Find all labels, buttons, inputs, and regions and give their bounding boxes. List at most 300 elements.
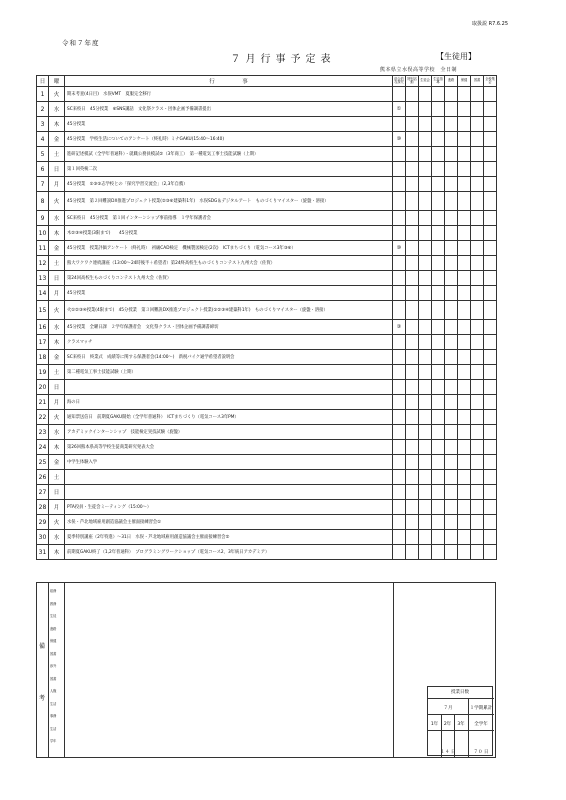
mark-cell	[406, 301, 419, 320]
mark-cell	[445, 192, 458, 211]
mark-cell	[471, 530, 484, 545]
mark-cell	[393, 286, 406, 301]
event-text: 第二種電気工事士技能試験（上期）	[65, 365, 393, 380]
table-row	[37, 530, 497, 545]
mark-cell	[484, 425, 497, 440]
day-number: 26	[37, 470, 49, 485]
day-of-week: 水	[49, 211, 65, 226]
mark-cell	[419, 470, 432, 485]
day-of-week: 金	[49, 350, 65, 365]
day-of-week: 月	[49, 286, 65, 301]
event-text: SC来校日 終業式 成績等に関する保護者会(14:00～) 新税バイク通学希望者説明会	[65, 350, 393, 365]
mark-cell	[393, 211, 406, 226]
mark-cell	[432, 256, 445, 271]
mark-cell	[419, 162, 432, 177]
col-mark-header: 進路	[445, 76, 458, 87]
day-number: 27	[37, 485, 49, 500]
day-of-week: 火	[49, 301, 65, 320]
mark-cell	[406, 271, 419, 286]
mark-cell	[458, 545, 471, 560]
mark-cell	[458, 335, 471, 350]
mark-cell	[419, 102, 432, 117]
mark-cell	[445, 530, 458, 545]
mark-cell	[471, 350, 484, 365]
table-row	[37, 286, 497, 301]
notes-header	[37, 583, 49, 757]
mark-cell	[458, 162, 471, 177]
event-text: 45分授業 第２回難説DX推進プロジェクト授業(②③⑥建築科1年) 水俣SDG＆デジタルアート ものづくりマイスター（旋盤・溶接）	[65, 192, 393, 211]
event-text: 45分授業	[65, 286, 393, 301]
day-number: 4	[37, 132, 49, 147]
mark-cell	[419, 241, 432, 256]
event-text	[65, 485, 393, 500]
count-grid-line	[428, 714, 494, 715]
mark-cell	[406, 117, 419, 132]
mark-cell	[458, 102, 471, 117]
mark-cell	[471, 380, 484, 395]
mark-cell	[393, 350, 406, 365]
table-row	[37, 256, 497, 271]
table-row	[37, 350, 497, 365]
mark-cell	[458, 425, 471, 440]
mark-cell	[419, 132, 432, 147]
table-row	[37, 410, 497, 425]
mark-cell	[484, 286, 497, 301]
day-of-week: 土	[49, 256, 65, 271]
mark-cell	[471, 440, 484, 455]
event-text: 中学生体験入学	[65, 455, 393, 470]
mark-cell	[432, 350, 445, 365]
mark-cell	[471, 410, 484, 425]
mark-cell	[445, 211, 458, 226]
day-of-week: 日	[49, 162, 65, 177]
mark-cell	[406, 470, 419, 485]
table-row	[37, 301, 497, 320]
mark-cell	[458, 132, 471, 147]
mark-cell	[419, 485, 432, 500]
mark-cell	[419, 335, 432, 350]
mark-cell	[445, 455, 458, 470]
day-of-week: 木	[49, 117, 65, 132]
table-header-row	[37, 76, 497, 87]
mark-cell	[445, 350, 458, 365]
mark-cell	[419, 350, 432, 365]
mark-cell	[406, 147, 419, 162]
mark-cell	[419, 545, 432, 560]
day-number: 16	[37, 320, 49, 335]
mark-cell	[471, 271, 484, 286]
table-row	[37, 117, 497, 132]
table-row	[37, 485, 497, 500]
notes-labels	[49, 583, 65, 757]
note-label: 生活	[50, 701, 57, 706]
mark-cell	[393, 425, 406, 440]
mark-cell	[406, 335, 419, 350]
mark-cell	[484, 515, 497, 530]
mark-cell	[406, 87, 419, 102]
col-mark-header: 生徒指導	[432, 76, 445, 87]
mark-cell	[432, 147, 445, 162]
day-number: 25	[37, 455, 49, 470]
mark-cell: ⑩	[393, 132, 406, 147]
mark-cell	[393, 500, 406, 515]
count-title: 授業日数	[451, 690, 469, 695]
day-of-week: 火	[49, 410, 65, 425]
mark-cell	[432, 335, 445, 350]
day-of-week: 水	[49, 320, 65, 335]
mark-cell	[406, 132, 419, 147]
mark-cell	[432, 211, 445, 226]
mark-cell	[419, 87, 432, 102]
audience-tag: 【生徒用】	[436, 52, 476, 61]
day-of-week: 日	[49, 380, 65, 395]
mark-cell	[393, 271, 406, 286]
mark-cell	[393, 256, 406, 271]
mark-cell	[458, 410, 471, 425]
col-day-header: 日	[37, 76, 49, 87]
day-number: 31	[37, 545, 49, 560]
mark-cell	[471, 500, 484, 515]
mark-cell	[393, 147, 406, 162]
mark-cell	[406, 192, 419, 211]
table-row	[37, 320, 497, 335]
mark-cell	[432, 162, 445, 177]
table-row	[37, 177, 497, 192]
note-label: 渉外	[50, 664, 57, 668]
mark-cell	[432, 395, 445, 410]
mark-cell	[484, 256, 497, 271]
mark-cell	[471, 87, 484, 102]
day-number: 29	[37, 515, 49, 530]
mark-cell	[406, 530, 419, 545]
day-of-week: 火	[49, 515, 65, 530]
mark-cell	[406, 286, 419, 301]
day-of-week: 水	[49, 425, 65, 440]
mark-cell	[471, 515, 484, 530]
mark-cell	[471, 256, 484, 271]
month-days: １４ 日	[440, 750, 456, 755]
mark-cell	[458, 515, 471, 530]
mark-cell	[445, 425, 458, 440]
note-label: 生徒	[50, 614, 57, 618]
mark-cell	[419, 425, 432, 440]
mark-cell	[393, 365, 406, 380]
count-grid-line	[441, 714, 442, 757]
mark-cell	[484, 530, 497, 545]
count-grid-line	[428, 698, 494, 699]
day-of-week: 水	[49, 530, 65, 545]
mark-cell	[484, 320, 497, 335]
day-of-week: 水	[49, 102, 65, 117]
mark-cell	[432, 132, 445, 147]
mark-cell	[445, 440, 458, 455]
mark-cell	[432, 271, 445, 286]
mark-cell	[393, 335, 406, 350]
mark-cell	[458, 500, 471, 515]
mark-cell	[471, 485, 484, 500]
event-text: SC来校日 45分授業 第１回インターンシップ事前指導 １学年保護者会	[65, 211, 393, 226]
mark-cell	[419, 211, 432, 226]
mark-cell	[458, 286, 471, 301]
event-text: クラスマッチ	[65, 335, 393, 350]
day-number: 9	[37, 211, 49, 226]
mark-cell	[471, 320, 484, 335]
mark-cell	[484, 192, 497, 211]
mark-cell	[432, 177, 445, 192]
day-number: 30	[37, 530, 49, 545]
mark-cell	[406, 226, 419, 241]
mark-cell	[406, 241, 419, 256]
mark-cell	[471, 301, 484, 320]
event-text: 45分授業 学校生活についてのアンケート（終礼時）ミナGAKU(15:40～16:40)	[65, 132, 393, 147]
mark-cell	[406, 177, 419, 192]
mark-cell	[471, 470, 484, 485]
mark-cell	[419, 147, 432, 162]
event-text: PTA役員・生徒会ミーティング（15:00～）	[65, 500, 393, 515]
mark-cell	[432, 301, 445, 320]
mark-cell	[406, 440, 419, 455]
mark-cell	[458, 440, 471, 455]
mark-cell	[432, 380, 445, 395]
note-label: 生活	[50, 726, 57, 731]
event-text: 45分授業	[65, 117, 393, 132]
event-text: 海の日	[65, 395, 393, 410]
mark-cell	[484, 485, 497, 500]
day-of-week: 土	[49, 147, 65, 162]
mark-cell	[432, 485, 445, 500]
notes-header-bottom: 考	[39, 695, 46, 702]
event-text: 前期夏GAKU終了（1,2年普通科） プログラミングワークショップ（電気コース2、3年統日アカデミア）	[65, 545, 393, 560]
mark-cell	[484, 301, 497, 320]
event-text: 第24回高校生ものづくりコンテスト九州大会（佐賀）	[65, 271, 393, 286]
day-number: 13	[37, 271, 49, 286]
mark-cell	[445, 102, 458, 117]
mark-cell	[484, 440, 497, 455]
event-text: 熊大ワクワク連続講座（13:00～24時後半＋希望者）第24終高校生ものづくりコンテスト九州大会（佐賀）	[65, 256, 393, 271]
mark-cell	[471, 395, 484, 410]
mark-cell	[458, 256, 471, 271]
table-row	[37, 87, 497, 102]
day-number: 17	[37, 335, 49, 350]
mark-cell	[471, 241, 484, 256]
table-row	[37, 132, 497, 147]
day-of-week: 土	[49, 470, 65, 485]
mark-cell	[432, 102, 445, 117]
mark-cell	[393, 177, 406, 192]
table-row	[37, 162, 497, 177]
table-row	[37, 425, 497, 440]
count-grid-line	[468, 698, 469, 757]
mark-cell	[393, 470, 406, 485]
day-of-week: 火	[49, 87, 65, 102]
event-text: SC来校日 45分授業 ⑥SNS講話 文化祭クラス・団体企画予備調書提出	[65, 102, 393, 117]
mark-cell	[445, 286, 458, 301]
day-number: 22	[37, 410, 49, 425]
mark-cell	[458, 117, 471, 132]
mark-cell	[458, 485, 471, 500]
total-sub-label: 全学年	[474, 722, 488, 727]
mark-cell	[445, 500, 458, 515]
mark-cell	[445, 147, 458, 162]
mark-cell	[393, 545, 406, 560]
count-month: ７月	[443, 706, 453, 711]
table-row	[37, 500, 497, 515]
mark-cell	[471, 162, 484, 177]
day-number: 23	[37, 425, 49, 440]
table-row	[37, 365, 497, 380]
day-of-week: 日	[49, 485, 65, 500]
mark-cell	[393, 395, 406, 410]
mark-cell	[419, 301, 432, 320]
mark-cell	[419, 380, 432, 395]
mark-cell	[419, 410, 432, 425]
event-text: 通知票送信日 前期夏GAKU開始（全学年普通科） ICTまちづくり（電気コース3年PM）	[65, 410, 393, 425]
mark-cell	[406, 162, 419, 177]
mark-cell	[406, 545, 419, 560]
school-name: 熊本県立水俣高等学校 全日制	[380, 67, 458, 73]
mark-cell	[484, 117, 497, 132]
mark-cell	[458, 177, 471, 192]
mark-cell	[458, 271, 471, 286]
note-label: 学年	[50, 739, 57, 743]
mark-cell	[484, 410, 497, 425]
table-row	[37, 271, 497, 286]
mark-cell	[471, 365, 484, 380]
mark-cell	[471, 211, 484, 226]
mark-cell	[432, 241, 445, 256]
mark-cell	[445, 132, 458, 147]
col-event-header: 行 事	[65, 76, 393, 87]
table-row	[37, 470, 497, 485]
col-mark-header: 特別活動	[406, 76, 419, 87]
mark-cell	[432, 117, 445, 132]
day-of-week: 金	[49, 455, 65, 470]
day-number: 20	[37, 380, 49, 395]
mark-cell	[406, 395, 419, 410]
mark-cell	[393, 485, 406, 500]
mark-cell	[406, 500, 419, 515]
mark-cell	[458, 320, 471, 335]
mark-cell	[458, 470, 471, 485]
event-text: 木②③④授業(3限まで) 45分授業	[65, 226, 393, 241]
mark-cell	[445, 470, 458, 485]
mark-cell	[471, 335, 484, 350]
mark-cell	[406, 485, 419, 500]
mark-cell	[419, 500, 432, 515]
mark-cell	[406, 410, 419, 425]
day-number: 5	[37, 147, 49, 162]
class-day-count	[427, 686, 493, 756]
mark-cell	[393, 87, 406, 102]
mark-cell	[484, 241, 497, 256]
mark-cell	[484, 177, 497, 192]
grade-label: 2年	[443, 722, 452, 727]
mark-cell	[471, 102, 484, 117]
mark-cell	[458, 530, 471, 545]
day-of-week: 日	[49, 271, 65, 286]
mark-cell	[432, 192, 445, 211]
mark-cell	[458, 147, 471, 162]
day-number: 15	[37, 301, 49, 320]
event-text: 夏季特別講座（2年特進）～31日 水俣・芦北地域雇用創造協議会主催面接練習会②	[65, 530, 393, 545]
mark-cell	[445, 117, 458, 132]
grade-label: 1年	[430, 722, 439, 727]
mark-cell	[393, 117, 406, 132]
col-mark-header: 総合的な探究	[393, 76, 406, 87]
mark-cell	[393, 515, 406, 530]
day-number: 18	[37, 350, 49, 365]
mark-cell	[406, 256, 419, 271]
mark-cell	[471, 425, 484, 440]
table-row	[37, 147, 497, 162]
day-number: 3	[37, 117, 49, 132]
mark-cell	[445, 226, 458, 241]
notes-header-top: 備	[39, 643, 46, 650]
mark-cell: ⑩	[393, 241, 406, 256]
mark-cell	[419, 177, 432, 192]
table-row	[37, 335, 497, 350]
day-number: 6	[37, 162, 49, 177]
mark-cell	[406, 455, 419, 470]
event-text: 45分授業 ①⑤⑤志学校との「探究学習交流会」（2,3年自薦）	[65, 177, 393, 192]
mark-cell	[393, 301, 406, 320]
mark-cell	[419, 455, 432, 470]
mark-cell	[471, 147, 484, 162]
mark-cell	[419, 117, 432, 132]
day-of-week: 木	[49, 335, 65, 350]
mark-cell	[406, 102, 419, 117]
schedule-table	[36, 75, 497, 560]
event-text: 第１回英検二次	[65, 162, 393, 177]
mark-cell	[406, 211, 419, 226]
mark-cell	[419, 530, 432, 545]
mark-cell	[471, 117, 484, 132]
day-number: 1	[37, 87, 49, 102]
mark-cell	[406, 425, 419, 440]
mark-cell	[471, 177, 484, 192]
mark-cell	[484, 365, 497, 380]
day-of-week: 月	[49, 395, 65, 410]
mark-cell	[471, 286, 484, 301]
mark-cell	[458, 350, 471, 365]
day-number: 8	[37, 192, 49, 211]
mark-cell	[432, 286, 445, 301]
col-mark-header: 生徒会	[419, 76, 432, 87]
mark-cell	[445, 515, 458, 530]
mark-cell	[445, 241, 458, 256]
revision-date: 取扱説 R7.6.25	[472, 21, 508, 27]
schedule-body	[37, 87, 497, 560]
table-row	[37, 226, 497, 241]
table-row	[37, 515, 497, 530]
mark-cell	[471, 226, 484, 241]
mark-cell	[419, 271, 432, 286]
day-number: 24	[37, 440, 49, 455]
notes-section	[36, 582, 496, 758]
mark-cell	[432, 455, 445, 470]
mark-cell	[393, 380, 406, 395]
table-row	[37, 102, 497, 117]
note-label: 事務	[50, 714, 57, 718]
day-of-week: 金	[49, 241, 65, 256]
mark-cell	[484, 147, 497, 162]
mark-cell	[445, 380, 458, 395]
mark-cell	[432, 226, 445, 241]
mark-cell	[445, 545, 458, 560]
mark-cell	[471, 132, 484, 147]
mark-cell	[393, 440, 406, 455]
mark-cell	[393, 410, 406, 425]
